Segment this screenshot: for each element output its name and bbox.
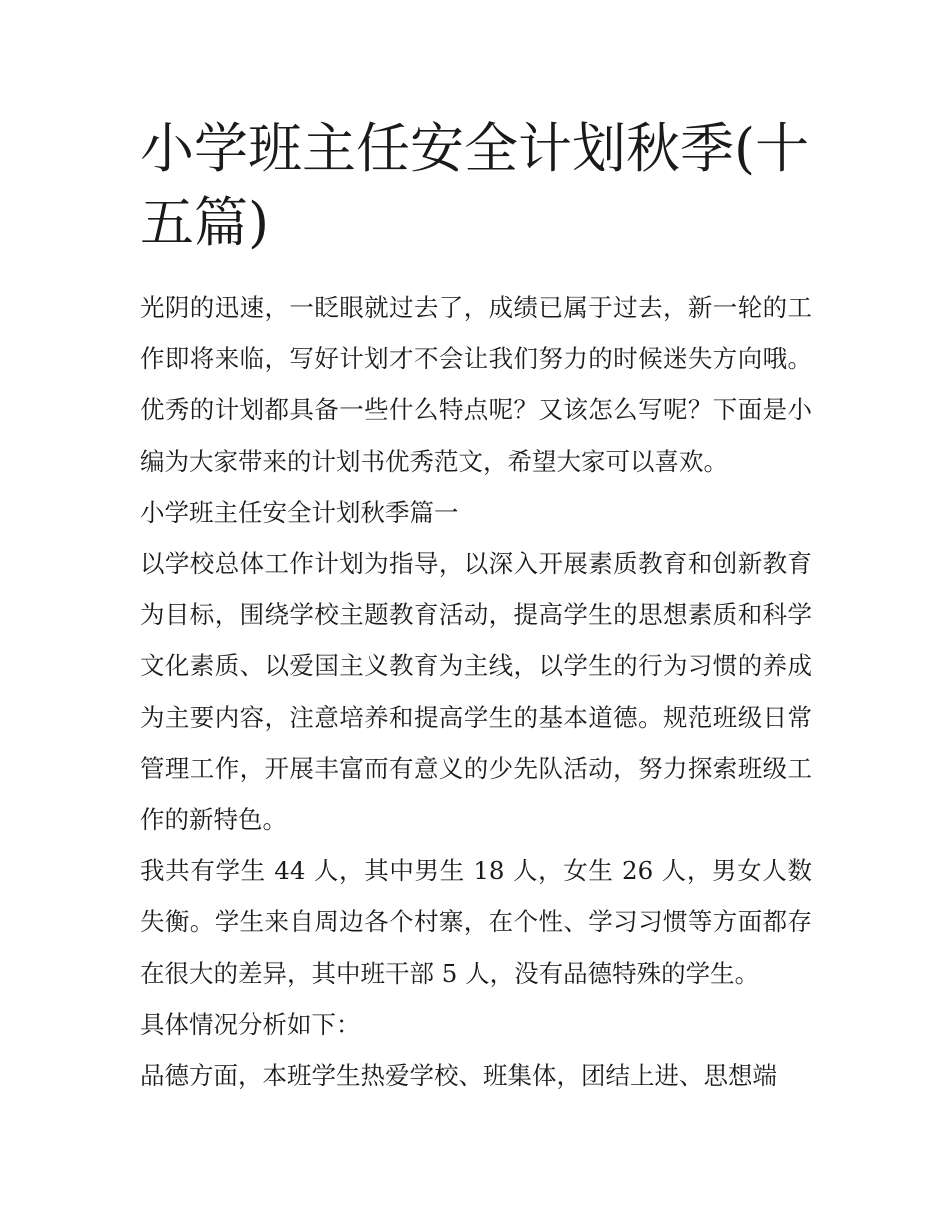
morality-paragraph: 品德方面，本班学生热爱学校、班集体，团结上进、思想端 bbox=[140, 1061, 777, 1091]
document-body bbox=[140, 282, 812, 1101]
intro-paragraph: 光阴的迅速，一眨眼就过去了，成绩已属于过去，新一轮的工作即将来临，写好计划才不会让我们努力的时候迷失方向哦。优秀的计划都具备一些什么特点呢？又该怎么写呢？下面是小编为大家带来的计划书优秀范文，希望大家可以喜欢。 bbox=[140, 293, 812, 476]
document-title: 小学班主任安全计划秋季(十五篇) bbox=[140, 117, 810, 254]
analysis-heading: 具体情况分析如下： bbox=[140, 1009, 361, 1039]
guideline-paragraph: 以学校总体工作计划为指导，以深入开展素质教育和创新教育为目标，围绕学校主题教育活动，提高学生的思想素质和科学文化素质、以爱国主义教育为主线，以学生的行为习惯的养成为主要内容，注意培养和提高学生的基本道德。规范班级日常管理工作，开展丰富而有意义的少先队活动，努力探索班级工作的新特色。 bbox=[140, 549, 812, 835]
section-heading: 小学班主任安全计划秋季篇一 bbox=[140, 497, 459, 527]
class-stats-paragraph: 我共有学生 44 人，其中男生 18 人，女生 26 人，男女人数失衡。学生来自周边各个村寨，在个性、学习习惯等方面都存在很大的差异，其中班干部 5 人，没有品德特殊的学生。 bbox=[140, 856, 812, 988]
